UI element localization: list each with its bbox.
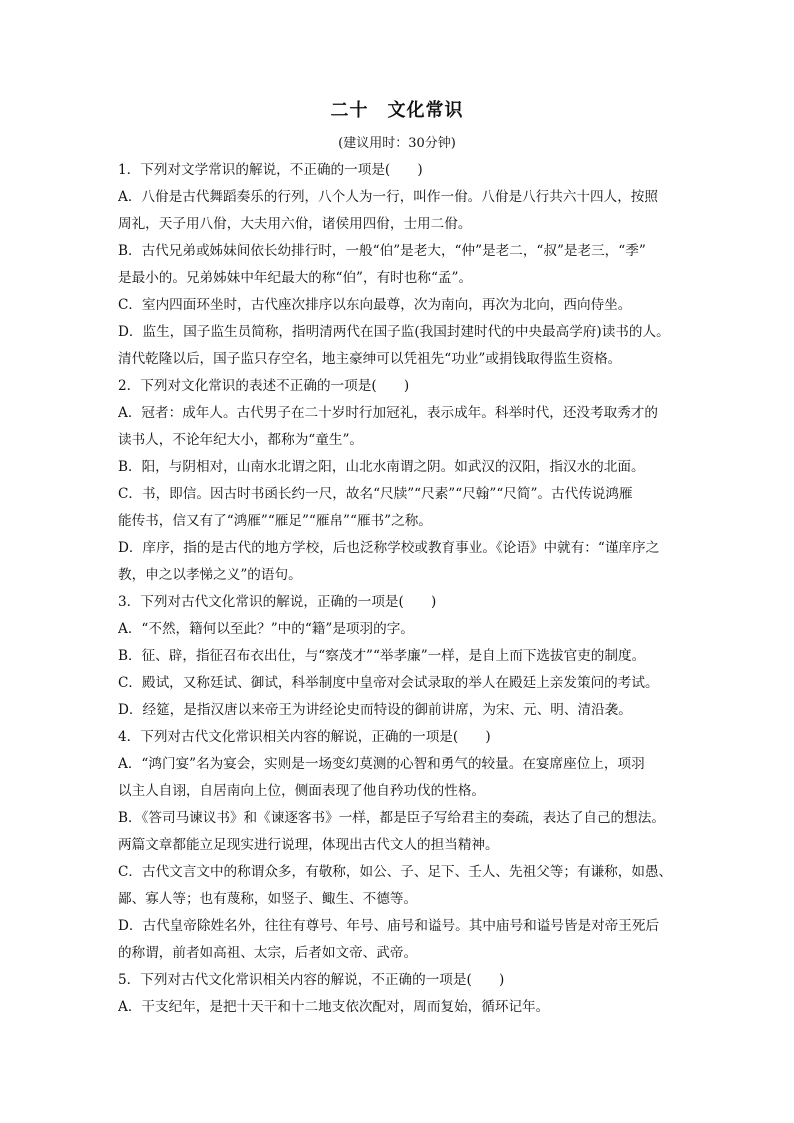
option-text-line: B．阳，与阴相对，山南水北谓之阳，山北水南谓之阴。如武汉的汉阳，指汉水的北面。 [118, 459, 645, 475]
option-text-line: 教，申之以孝悌之义”的语句。 [118, 567, 302, 583]
answer-option [118, 859, 692, 913]
answer-option [118, 913, 692, 967]
question-block [118, 589, 692, 724]
answer-option [118, 643, 692, 670]
option-text-line: B．古代兄弟或姊妹间依长幼排行时，一般“伯”是老大，“仲”是老二，“叔”是老三，“季” [118, 243, 646, 259]
option-text-line: D．经筵，是指汉唐以来帝王为讲经论史而特设的御前讲席，为宋、元、明、清沿袭。 [118, 702, 632, 718]
option-text-line: D．庠序，指的是古代的地方学校，后也泛称学校或教育事业。《论语》中就有：“谨庠序之 [118, 540, 660, 556]
answer-option [118, 616, 692, 643]
suggested-time: (建议用时：30分钟) [338, 136, 456, 151]
question-block [118, 373, 692, 589]
answer-option [118, 454, 692, 481]
option-text-line: A．“不然，籍何以至此？”中的“籍”是项羽的字。 [118, 621, 414, 637]
answer-option [118, 697, 692, 724]
option-text-line: 周礼，天子用八佾，大夫用六佾，诸侯用四佾，士用二佾。 [118, 216, 472, 232]
question-block [118, 724, 692, 967]
option-text-line: 是最小的。兄弟姊妹中年纪最大的称“伯”，有时也称“孟”。 [118, 270, 473, 286]
option-text-line: 鄙、寡人等；也有蔑称，如竖子、鲰生、不德等。 [118, 891, 418, 907]
option-text-line: B．《答司马谏议书》和《谏逐客书》一样，都是臣子写给君主的奏疏，表达了自己的想法。 [118, 810, 665, 826]
answer-option [118, 400, 692, 454]
answer-option [118, 805, 692, 859]
option-text-line: 能传书，信又有了“鸿雁”“雁足”“雁帛”“雁书”之称。 [118, 513, 432, 529]
option-text-line: D．古代皇帝除姓名外，往往有尊号、年号、庙号和谥号。其中庙号和谥号皆是对帝王死后 [118, 918, 660, 934]
option-text-line: D．监生，国子监生员简称，指明清两代在国子监(我国封建时代的中央最高学府)读书的人。 [118, 324, 670, 340]
option-text-line: A．干支纪年，是把十天干和十二地支依次配对，周而复始，循环记年。 [118, 999, 550, 1015]
answer-option [118, 292, 692, 319]
question-stem: 4．下列对古代文化常识相关内容的解说，正确的一项是( ) [118, 729, 491, 745]
option-text-line: 读书人，不论年纪大小，都称为“童生”。 [118, 432, 363, 448]
option-text-line: A．冠者：成年人。古代男子在二十岁时行加冠礼，表示成年。科举时代，还没考取秀才的 [118, 405, 658, 421]
question-block [118, 967, 692, 1021]
option-text-line: C．殿试，又称廷试、御试，科举制度中皇帝对会试录取的举人在殿廷上亲发策问的考试。 [118, 675, 659, 691]
page-title: 二十 文化常识 [330, 100, 464, 121]
option-text-line: B．征、辟，指征召布衣出仕，与“察茂才”“举孝廉”一样，是自上而下选拔官吏的制度。 [118, 648, 646, 664]
option-text-line: A．“鸿门宴”名为宴会，实则是一场变幻莫测的心智和勇气的较量。在宴席座位上，项羽 [118, 756, 645, 772]
option-text-line: C．书，即信。因古时书函长约一尺，故名“尺牍”“尺素”“尺翰”“尺简”。古代传说鸿雁 [118, 486, 633, 502]
question-stem: 2．下列对文化常识的表述不正确的一项是( ) [118, 378, 410, 394]
option-text-line: 的称谓，前者如高祖、太宗，后者如文帝、武帝。 [118, 945, 418, 961]
answer-option [118, 751, 692, 805]
question-list [118, 157, 692, 1021]
option-text-line: A．八佾是古代舞蹈奏乐的行列，八个人为一行，叫作一佾。八佾是八行共六十四人，按照 [118, 189, 658, 205]
question-block [118, 157, 692, 373]
option-text-line: 以主人自诩，自居南向上位，侧面表现了他自矜功伐的性格。 [118, 783, 486, 799]
option-text-line: 两篇文章都能立足现实进行说理，体现出古代文人的担当精神。 [118, 837, 499, 853]
answer-option [118, 670, 692, 697]
answer-option [118, 535, 692, 589]
question-stem: 5．下列对古代文化常识相关内容的解说，不正确的一项是( ) [118, 972, 505, 988]
question-stem: 1．下列对文学常识的解说，不正确的一项是( ) [118, 162, 423, 178]
option-text-line: C．古代文言文中的称谓众多，有敬称，如公、子、足下、壬人、先祖父等；有谦称，如愚、 [118, 864, 673, 880]
option-text-line: C．室内四面环坐时，古代座次排序以东向最尊，次为南向，再次为北向，西向侍坐。 [118, 297, 632, 313]
answer-option [118, 994, 692, 1021]
answer-option [118, 319, 692, 373]
answer-option [118, 481, 692, 535]
answer-option [118, 238, 692, 292]
answer-option [118, 184, 692, 238]
question-stem: 3．下列对古代文化常识的解说，正确的一项是( ) [118, 594, 437, 610]
option-text-line: 清代乾隆以后，国子监只存空名，地主豪绅可以凭祖先“功业”或捐钱取得监生资格。 [118, 351, 622, 367]
